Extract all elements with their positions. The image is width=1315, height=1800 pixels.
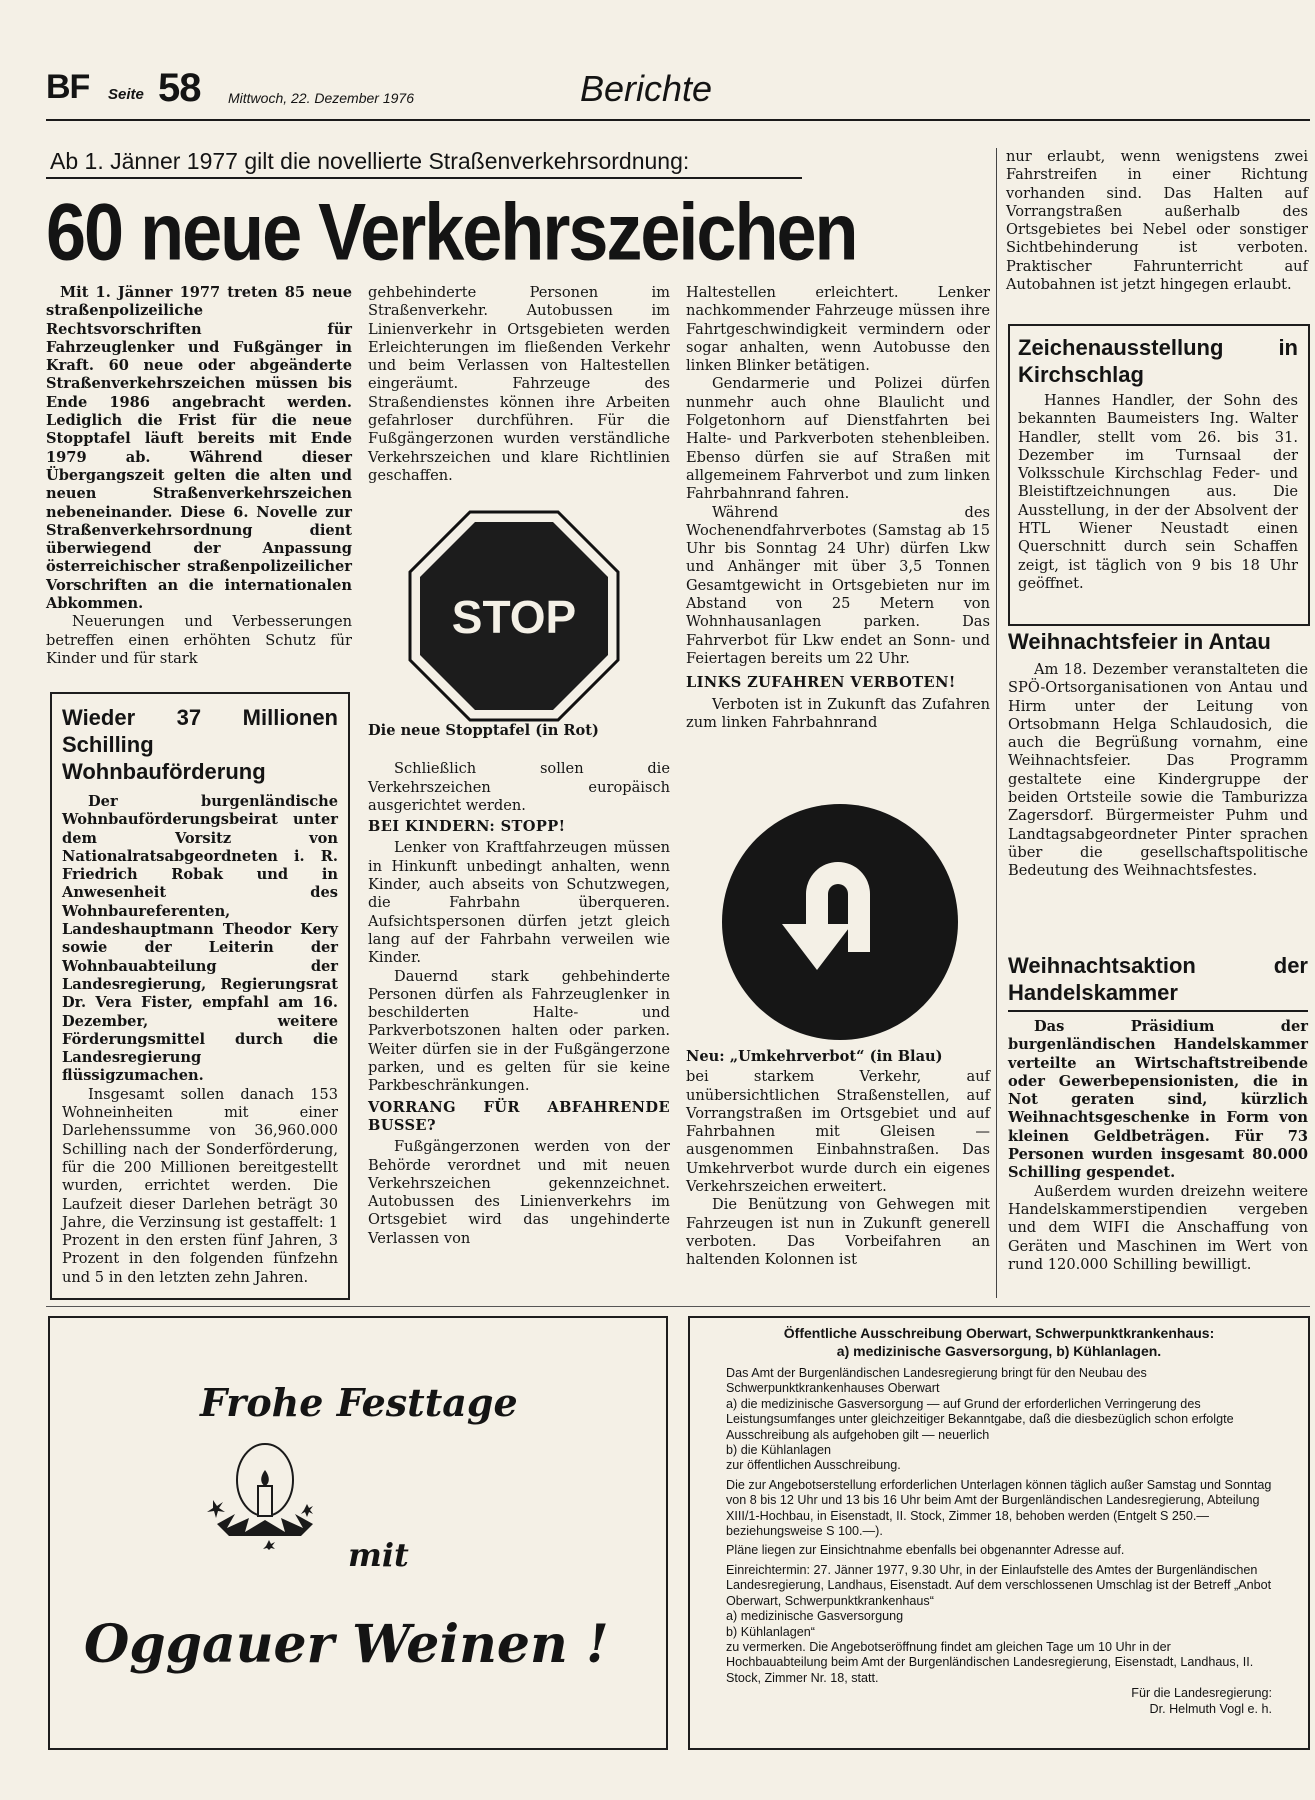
stop-sign-caption: Die neue Stopptafel (in Rot) (368, 722, 599, 739)
weihnachtsaktion-lead: Das Präsidium der burgenländischen Handelskammer verteilte an Wirtschaftstreibende oder Gewerbepensionisten, die in Not geraten sind, kürzlich Weihnachtsgeschenke in Form von kleinen Geldbeträgen. Für 73 Personen wurden insgesamt 80.000 Schilling gespendet. (1008, 1018, 1308, 1182)
section-title: Berichte (580, 68, 713, 109)
header-rule (46, 119, 1310, 121)
u-turn-prohibited-sign-image (720, 802, 960, 1042)
article-paragraph: Fußgängerzonen werden von der Behörde verordnet und mit neuen Verkehrszeichen gekennzeichnet. Autobussen des Linienverkehrs im Ortsgebiet wird das ungehinderte Verlassen von (368, 1138, 670, 1247)
ausstellung-article (1018, 334, 1298, 593)
article-kicker: Ab 1. Jänner 1977 gilt die novellierte Straßenverkehrsordnung: (50, 148, 690, 174)
festtage-line-2: mit (348, 1536, 409, 1574)
subheading: LINKS ZUFAHREN VERBOTEN! (686, 674, 956, 692)
weihnachtsfeier-headline: Weihnachtsfeier in Antau (1008, 629, 1271, 654)
ausschreibung-paragraph: Einreichtermin: 27. Jänner 1977, 9.30 Uhr, in der Einlaufstelle des Amtes der Burgenländischen Landesregierung, Landhaus, Eisenstadt. Auf dem verschlossenen Umschlag ist der Betreff „Anbot Oberwart, Schwerpunktkrankenhaus“ (726, 1562, 1272, 1608)
ausstellung-paragraph: Hannes Handler, der Sohn des bekannten Baumeisters Ing. Walter Handler, stellt vom 26. bis 31. Dezember im Turnsaal der Volksschule Kirchschlag Feder- und Bleistiftzeichnungen aus. Die Ausstellung, in der der Absolvent der HTL Wiener Neustadt einen Querschnitt durch sein Schaffen zeigt, ist täglich von 9 bis 18 Uhr geöffnet. (1018, 392, 1298, 592)
ausschreibung-paragraph: zur öffentlichen Ausschreibung. (726, 1458, 901, 1473)
festtage-line-3: Oggauer Weinen ! (84, 1614, 609, 1675)
ausschreibung-signature-2: Dr. Helmuth Vogl e. h. (1149, 1701, 1272, 1716)
ausschreibung-paragraph: Die zur Angebotserstellung erforderlichen Unterlagen können täglich außer Samstag und Sonntag von 8 bis 12 Uhr und 13 bis 16 Uhr beim Amt der Burgenländischen Landesregierung, Abteilung XIII/1-Hochbau, in Eisenstadt, II. Stock, Zimmer 18, behoben werden (Entgelt S 250.— beziehungsweise S 100.—). (726, 1477, 1272, 1539)
article-paragraph: gehbehinderte Personen im Straßenverkehr. Autobussen im Linienverkehr in Ortsgebieten werden Erleichterungen im fließenden Verkehr und beim Verlassen von Haltestellen eingeräumt. Fahrzeuge des Straßendienstes können ihre Arbeiten gefahrloser durchführen. Für die Fußgängerzonen wurden verständliche Verkehrszeichen und klare Richtlinien geschaffen. (368, 284, 670, 484)
article-column-2-top (368, 284, 670, 485)
issue-date: Mittwoch, 22. Dezember 1976 (228, 90, 414, 106)
ausschreibung-content (726, 1324, 1272, 1717)
stop-sign-image (408, 510, 620, 722)
ausschreibung-paragraph: b) die Kühlanlagen (726, 1443, 832, 1458)
wohnbau-paragraph: Insgesamt sollen danach 153 Wohneinheiten mit einer Darlehenssumme von 36,960.000 Schilling nach der Sonderförderung, für die 200 Millionen bereitgestellt wurden, errichtet werden. Die Laufzeit dieser Darlehen beträgt 30 Jahre, die Verzinsung ist gestaffelt: 1 Prozent in den ersten fünf Jahren, 3 Prozent in den folgenden fünfzehn und 5 in den letzten zehn Jahren. (62, 1085, 338, 1286)
weihnachtsaktion-paragraph: Außerdem wurden dreizehn weitere Handelskammerstipendien vergeben und dem WIFI die Anschaffung von Geräten und Maschinen im Wert von rund 120.000 Schilling bewilligt. (1008, 1182, 1308, 1273)
section-rule (46, 1306, 1310, 1307)
weihnachtsfeier-article (1008, 628, 1308, 881)
article-paragraph: bei starkem Verkehr, auf unübersichtlichen Straßenstellen, auf Vorrangstraßen im Ortsgebiet und auf Fahrbahnen mit Gleisen — ausgenommen Einbahnstraßen. Das Umkehrverbot wurde durch ein eigenes Verkehrszeichen erweitert. (686, 1068, 990, 1196)
ausschreibung-paragraph: a) die medizinische Gasversorgung — auf Grund der erforderlichen Verringerung des Leistungsumfanges unter gleichzeitiger Bekanntgabe, daß die diesbezüglich schon erfolgte Ausschreibung als aufgehoben gilt — neuerlich (726, 1396, 1234, 1442)
ausschreibung-paragraph: Das Amt der Burgenländischen Landesregierung bringt für den Neubau des Schwerpunktkrankenhauses Oberwart (726, 1366, 1147, 1396)
newspaper-logo: BF (46, 68, 90, 106)
festtage-line-1: Frohe Festtage (200, 1380, 518, 1425)
weihnachtsaktion-headline: Weihnachtsaktion der Handelskammer (1008, 953, 1308, 1005)
article-column-4 (1006, 148, 1308, 294)
ausstellung-headline: Zeichenausstellung in Kirchschlag (1018, 335, 1298, 387)
article-paragraph: nur erlaubt, wenn wenigstens zwei Fahrstreifen in einer Richtung vorhanden sind. Das Halten auf Vorrangstraßen außerhalb des Ortsgebietes bei Nebel oder sonstiger Sichtbehinderung ist verboten. Praktischer Fahrunterricht auf Autobahnen ist jetzt hingegen erlaubt. (1006, 148, 1308, 294)
page-header (46, 62, 1310, 120)
column-rule (996, 148, 997, 1298)
wohnbau-headline: Wieder 37 Millionen Schilling Wohnbauförderung (62, 705, 338, 784)
u-turn-caption: Neu: „Umkehrverbot“ (in Blau) (686, 1048, 943, 1065)
ausschreibung-paragraph: a) medizinische Gasversorgung (726, 1609, 904, 1624)
article-paragraph: Während des Wochenendfahrverbotes (Samstag ab 15 Uhr bis Sonntag 24 Uhr) dürfen Lkw und Anhänger mit über 3,5 Tonnen Gesamtgewicht in Ortsgebieten nur im Abstand von 25 Metern von Wohnhausanlagen parken. Das Fahrverbot für Lkw endet an Sonn- und Feiertagen bereits um 22 Uhr. (686, 503, 990, 667)
wohnbau-lead: Der burgenländische Wohnbauförderungsbeirat unter dem Vorsitz von Nationalratsabgeordneten i. R. Friedrich Robak und in Anwesenheit des Wohnbaureferenten, Landeshauptmann Theodor Kery sowie der Leiterin der Wohnbauabteilung der Landesregierung, Regierungsrat Dr. Vera Fister, empfahl am 16. Dezember, weitere Förderungsmittel durch die Landesregierung flüssigzumachen. (62, 793, 338, 1085)
article-paragraph: Gendarmerie und Polizei dürfen nunmehr auch ohne Blaulicht und Folgetonhorn auf Dienstfahrten bei Halte- und Parkverboten stehenbleiben. Ebenso dürfen sie auf Straßen mit allgemeinem Fahrverbot und zum linken Fahrbahnrand fahren. (686, 375, 990, 503)
weihnachtsaktion-article (1008, 952, 1308, 1274)
article-paragraph: Dauernd stark gehbehinderte Personen dürfen als Fahrzeuglenker in beschilderten Halte- und Parkverbotszonen halten oder parken. Weiter dürfen sie in der Fußgängerzone parken, und es gelten für sie keine Parkbeschränkungen. (368, 967, 670, 1095)
weihnachtsfeier-paragraph: Am 18. Dezember veranstalteten die SPÖ-Ortsorganisationen von Antau und Hirm unter der Leitung von Ortsobmann Helga Schlaudosich, die auch die Begrüßung vornahm, eine Weihnachtsfeier. Das Programm gestaltete eine Kindergruppe der beiden Ortsteile sowie die Tamburizza Zagersdorf. Bürgermeister Puhm und Landtagsabgeordneter Pinter sprachen über die gesellschaftspolitische Bedeutung des Weihnachtsfestes. (1008, 661, 1308, 880)
ausschreibung-paragraph: zu vermerken. Die Angebotseröffnung findet am gleichen Tage um 10 Uhr in der Hochbauabteilung beim Amt der Burgenländischen Landesregierung, Eisenstadt, Landhaus, II. Stock, Zimmer Nr. 18, statt. (726, 1639, 1254, 1685)
article-headline: 60 neue Verkehrszeichen (46, 188, 857, 278)
stop-sign-text: STOP (451, 591, 577, 643)
ausschreibung-paragraph: Pläne liegen zur Einsichtnahme ebenfalls bei obgenannter Adresse auf. (726, 1543, 1125, 1558)
article-paragraph: Neuerungen und Verbesserungen betreffen einen erhöhten Schutz für Kinder und für stark (46, 613, 352, 667)
article-lead: Mit 1. Jänner 1977 treten 85 neue straßenpolizeiliche Rechtsvorschriften für Fahrzeuglenker und Fußgänger in Kraft. 60 neue oder abgeänderte Straßenverkehrszeichen müssen bis Ende 1986 angebracht werden. Lediglich die Frist für die neue Stopptafel läuft bereits mit Ende 1979 ab. Während dieser Übergangszeit gelten die alten und neuen Straßenverkehrszeichen nebeneinander. Diese 6. Novelle zur Straßenverkehrsordnung dient überwiegend der Anpassung österreichischer straßenpolizeilicher Vorschriften an die internationalen Abkommen. (46, 284, 352, 613)
page-number: 58 (158, 66, 201, 110)
candle-wreath-icon (205, 1440, 325, 1550)
article-paragraph: Die Benützung von Gehwegen mit Fahrzeugen ist nun in Zukunft generell verboten. Das Vorbeifahren an haltenden Kolonnen ist (686, 1196, 990, 1269)
headline-rule (1008, 1010, 1308, 1012)
article-paragraph: Lenker von Kraftfahrzeugen müssen in Hinkunft unbedingt anhalten, wenn Kinder, auch abseits von Schutzwegen, die Fahrbahn überqueren. Aufsichtspersonen dürfen jetzt gleich lang auf der Fahrbahn verweilen wie Kinder. (368, 839, 670, 967)
subheading: VORRANG FÜR ABFAHRENDE BUSSE? (368, 1098, 670, 1134)
kicker-rule (46, 177, 802, 179)
u-turn-sign-disc (722, 804, 958, 1040)
article-column-3-top (686, 284, 990, 732)
article-column-1 (46, 284, 352, 668)
ausschreibung-paragraph: b) Kühlanlagen“ (726, 1624, 815, 1639)
ausschreibung-signature-1: Für die Landesregierung: (1131, 1686, 1272, 1701)
article-paragraph: Verboten ist in Zukunft das Zufahren zum linken Fahrbahnrand (686, 695, 990, 731)
page-label: Seite (108, 86, 144, 103)
article-paragraph: Haltestellen erleichtert. Lenker nachkommender Fahrzeuge müssen ihre Fahrtgeschwindigkeit vermindern oder sogar anhalten, wenn Autobusse den linken Blinker betätigen. (686, 284, 990, 375)
article-paragraph: Schließlich sollen die Verkehrszeichen europäisch ausgerichtet werden. (368, 760, 670, 814)
article-column-3-bottom (686, 1048, 990, 1270)
ausschreibung-title-1: Öffentliche Ausschreibung Oberwart, Schwerpunktkrankenhaus: (783, 1325, 1215, 1341)
article-column-2-bottom (368, 722, 670, 1248)
wohnbau-article (62, 704, 338, 1287)
subheading: BEI KINDERN: STOPP! (368, 818, 566, 836)
ausschreibung-title-2: a) medizinische Gasversorgung, b) Kühlanlagen. (836, 1343, 1162, 1359)
